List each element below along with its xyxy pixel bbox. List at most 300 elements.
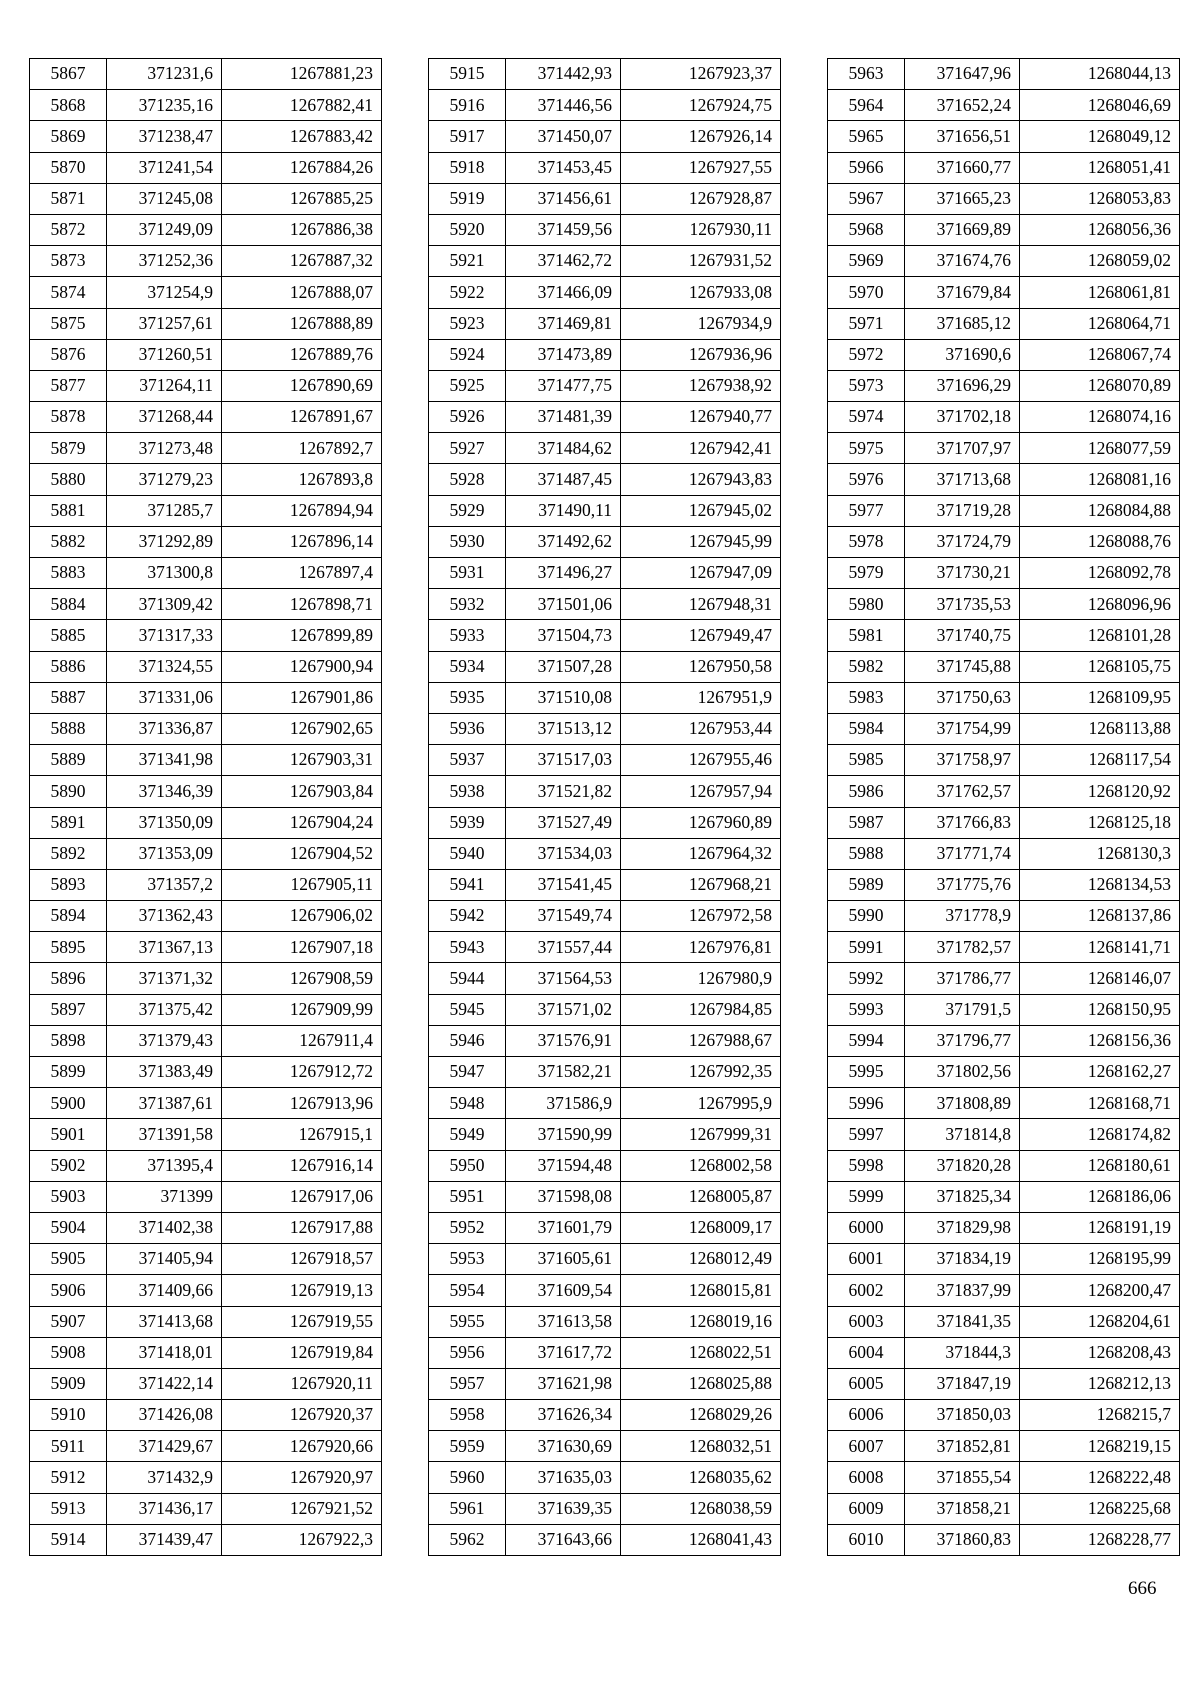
point-number-cell: 5874 — [30, 277, 107, 308]
y-coordinate-cell: 1267901,86 — [222, 682, 382, 713]
y-coordinate-cell: 1267921,52 — [222, 1493, 382, 1524]
table-row — [429, 558, 781, 589]
table-row — [30, 1057, 382, 1088]
point-number-cell: 5984 — [828, 713, 905, 744]
y-coordinate-cell: 1267928,87 — [621, 183, 781, 214]
y-coordinate-cell: 1267920,37 — [222, 1400, 382, 1431]
y-coordinate-cell: 1267904,24 — [222, 807, 382, 838]
point-number-cell: 5940 — [429, 838, 506, 869]
y-coordinate-cell: 1267903,31 — [222, 745, 382, 776]
table-row — [30, 370, 382, 401]
point-number-cell: 5950 — [429, 1150, 506, 1181]
table-row — [30, 651, 382, 682]
y-coordinate-cell: 1268222,48 — [1020, 1462, 1180, 1493]
table-row — [429, 308, 781, 339]
point-number-cell: 5975 — [828, 433, 905, 464]
point-number-cell: 5931 — [429, 558, 506, 589]
point-number-cell: 5994 — [828, 1025, 905, 1056]
point-number-cell: 5995 — [828, 1057, 905, 1088]
table-row — [30, 308, 382, 339]
point-number-cell: 5894 — [30, 901, 107, 932]
table-row — [429, 526, 781, 557]
point-number-cell: 5930 — [429, 526, 506, 557]
x-coordinate-cell: 371324,55 — [107, 651, 222, 682]
y-coordinate-cell: 1268146,07 — [1020, 963, 1180, 994]
table-row — [429, 277, 781, 308]
y-coordinate-cell: 1268061,81 — [1020, 277, 1180, 308]
y-coordinate-cell: 1268032,51 — [621, 1431, 781, 1462]
y-coordinate-cell: 1267904,52 — [222, 838, 382, 869]
x-coordinate-cell: 371426,08 — [107, 1400, 222, 1431]
point-number-cell: 5953 — [429, 1244, 506, 1275]
x-coordinate-cell: 371391,58 — [107, 1119, 222, 1150]
x-coordinate-cell: 371829,98 — [905, 1212, 1020, 1243]
table-row — [828, 1400, 1180, 1431]
y-coordinate-cell: 1267964,32 — [621, 838, 781, 869]
point-number-cell: 5901 — [30, 1119, 107, 1150]
y-coordinate-cell: 1267926,14 — [621, 121, 781, 152]
y-coordinate-cell: 1267999,31 — [621, 1119, 781, 1150]
x-coordinate-cell: 371834,19 — [905, 1244, 1020, 1275]
y-coordinate-cell: 1268208,43 — [1020, 1337, 1180, 1368]
x-coordinate-cell: 371621,98 — [506, 1368, 621, 1399]
coordinate-table-middle — [428, 58, 781, 1556]
x-coordinate-cell: 371557,44 — [506, 932, 621, 963]
x-coordinate-cell: 371439,47 — [107, 1524, 222, 1555]
point-number-cell: 5911 — [30, 1431, 107, 1462]
point-number-cell: 5867 — [30, 59, 107, 90]
point-number-cell: 5888 — [30, 713, 107, 744]
y-coordinate-cell: 1267908,59 — [222, 963, 382, 994]
table-row — [429, 963, 781, 994]
table-row — [30, 994, 382, 1025]
x-coordinate-cell: 371413,68 — [107, 1306, 222, 1337]
point-number-cell: 5945 — [429, 994, 506, 1025]
point-number-cell: 5998 — [828, 1150, 905, 1181]
x-coordinate-cell: 371341,98 — [107, 745, 222, 776]
table-row — [828, 1337, 1180, 1368]
table-row — [828, 745, 1180, 776]
point-number-cell: 5999 — [828, 1181, 905, 1212]
x-coordinate-cell: 371582,21 — [506, 1057, 621, 1088]
y-coordinate-cell: 1267919,55 — [222, 1306, 382, 1337]
x-coordinate-cell: 371707,97 — [905, 433, 1020, 464]
y-coordinate-cell: 1267884,26 — [222, 152, 382, 183]
table-row — [828, 1150, 1180, 1181]
table-row — [828, 402, 1180, 433]
x-coordinate-cell: 371450,07 — [506, 121, 621, 152]
x-coordinate-cell: 371808,89 — [905, 1088, 1020, 1119]
y-coordinate-cell: 1268002,58 — [621, 1150, 781, 1181]
point-number-cell: 5869 — [30, 121, 107, 152]
table-row — [429, 869, 781, 900]
table-row — [828, 1244, 1180, 1275]
table-row — [30, 246, 382, 277]
point-number-cell: 5897 — [30, 994, 107, 1025]
table-row — [30, 1088, 382, 1119]
table-row — [828, 713, 1180, 744]
x-coordinate-cell: 371459,56 — [506, 214, 621, 245]
table-row — [828, 526, 1180, 557]
point-number-cell: 5977 — [828, 495, 905, 526]
point-number-cell: 5916 — [429, 90, 506, 121]
x-coordinate-cell: 371750,63 — [905, 682, 1020, 713]
table-row — [828, 682, 1180, 713]
point-number-cell: 5951 — [429, 1181, 506, 1212]
point-number-cell: 5976 — [828, 464, 905, 495]
x-coordinate-cell: 371268,44 — [107, 402, 222, 433]
x-coordinate-cell: 371442,93 — [506, 59, 621, 90]
point-number-cell: 5974 — [828, 402, 905, 433]
x-coordinate-cell: 371814,8 — [905, 1119, 1020, 1150]
y-coordinate-cell: 1267930,11 — [621, 214, 781, 245]
point-number-cell: 5959 — [429, 1431, 506, 1462]
point-number-cell: 5990 — [828, 901, 905, 932]
x-coordinate-cell: 371719,28 — [905, 495, 1020, 526]
point-number-cell: 5875 — [30, 308, 107, 339]
table-row — [828, 1088, 1180, 1119]
y-coordinate-cell: 1267920,11 — [222, 1368, 382, 1399]
point-number-cell: 5909 — [30, 1368, 107, 1399]
table-row — [30, 59, 382, 90]
point-number-cell: 5925 — [429, 370, 506, 401]
x-coordinate-cell: 371802,56 — [905, 1057, 1020, 1088]
x-coordinate-cell: 371679,84 — [905, 277, 1020, 308]
point-number-cell: 5992 — [828, 963, 905, 994]
y-coordinate-cell: 1267917,88 — [222, 1212, 382, 1243]
x-coordinate-cell: 371510,08 — [506, 682, 621, 713]
x-coordinate-cell: 371660,77 — [905, 152, 1020, 183]
table-row — [30, 526, 382, 557]
y-coordinate-cell: 1267916,14 — [222, 1150, 382, 1181]
y-coordinate-cell: 1267980,9 — [621, 963, 781, 994]
y-coordinate-cell: 1268191,19 — [1020, 1212, 1180, 1243]
table-row — [429, 1212, 781, 1243]
x-coordinate-cell: 371571,02 — [506, 994, 621, 1025]
point-number-cell: 6005 — [828, 1368, 905, 1399]
table-row — [429, 901, 781, 932]
y-coordinate-cell: 1267898,71 — [222, 589, 382, 620]
y-coordinate-cell: 1268134,53 — [1020, 869, 1180, 900]
x-coordinate-cell: 371395,4 — [107, 1150, 222, 1181]
y-coordinate-cell: 1267949,47 — [621, 620, 781, 651]
y-coordinate-cell: 1267912,72 — [222, 1057, 382, 1088]
y-coordinate-cell: 1268113,88 — [1020, 713, 1180, 744]
table-row — [429, 932, 781, 963]
point-number-cell: 5985 — [828, 745, 905, 776]
y-coordinate-cell: 1268084,88 — [1020, 495, 1180, 526]
x-coordinate-cell: 371617,72 — [506, 1337, 621, 1368]
point-number-cell: 5965 — [828, 121, 905, 152]
table-row — [828, 838, 1180, 869]
table-row — [30, 1119, 382, 1150]
x-coordinate-cell: 371860,83 — [905, 1524, 1020, 1555]
table-row — [828, 869, 1180, 900]
x-coordinate-cell: 371786,77 — [905, 963, 1020, 994]
x-coordinate-cell: 371285,7 — [107, 495, 222, 526]
y-coordinate-cell: 1267960,89 — [621, 807, 781, 838]
x-coordinate-cell: 371496,27 — [506, 558, 621, 589]
point-number-cell: 5924 — [429, 339, 506, 370]
x-coordinate-cell: 371481,39 — [506, 402, 621, 433]
y-coordinate-cell: 1268156,36 — [1020, 1025, 1180, 1056]
y-coordinate-cell: 1268041,43 — [621, 1524, 781, 1555]
table-row — [30, 1368, 382, 1399]
y-coordinate-cell: 1268101,28 — [1020, 620, 1180, 651]
point-number-cell: 5891 — [30, 807, 107, 838]
point-number-cell: 5903 — [30, 1181, 107, 1212]
y-coordinate-cell: 1268044,13 — [1020, 59, 1180, 90]
table-row — [30, 339, 382, 370]
table-row — [429, 1088, 781, 1119]
y-coordinate-cell: 1268049,12 — [1020, 121, 1180, 152]
x-coordinate-cell: 371643,66 — [506, 1524, 621, 1555]
table-row — [429, 807, 781, 838]
y-coordinate-cell: 1267972,58 — [621, 901, 781, 932]
x-coordinate-cell: 371292,89 — [107, 526, 222, 557]
x-coordinate-cell: 371669,89 — [905, 214, 1020, 245]
x-coordinate-cell: 371847,19 — [905, 1368, 1020, 1399]
x-coordinate-cell: 371350,09 — [107, 807, 222, 838]
table-row — [30, 495, 382, 526]
y-coordinate-cell: 1268137,86 — [1020, 901, 1180, 932]
point-number-cell: 5986 — [828, 776, 905, 807]
point-number-cell: 5934 — [429, 651, 506, 682]
point-number-cell: 5949 — [429, 1119, 506, 1150]
table-row — [429, 1025, 781, 1056]
x-coordinate-cell: 371775,76 — [905, 869, 1020, 900]
table-row — [429, 620, 781, 651]
y-coordinate-cell: 1267899,89 — [222, 620, 382, 651]
x-coordinate-cell: 371586,9 — [506, 1088, 621, 1119]
table-row — [30, 1181, 382, 1212]
table-row — [30, 901, 382, 932]
table-row — [828, 651, 1180, 682]
point-number-cell: 5936 — [429, 713, 506, 744]
x-coordinate-cell: 371745,88 — [905, 651, 1020, 682]
y-coordinate-cell: 1267923,37 — [621, 59, 781, 90]
x-coordinate-cell: 371766,83 — [905, 807, 1020, 838]
y-coordinate-cell: 1267988,67 — [621, 1025, 781, 1056]
y-coordinate-cell: 1267917,06 — [222, 1181, 382, 1212]
table-row — [828, 963, 1180, 994]
x-coordinate-cell: 371534,03 — [506, 838, 621, 869]
x-coordinate-cell: 371713,68 — [905, 464, 1020, 495]
point-number-cell: 5905 — [30, 1244, 107, 1275]
x-coordinate-cell: 371331,06 — [107, 682, 222, 713]
x-coordinate-cell: 371613,58 — [506, 1306, 621, 1337]
table-row — [429, 339, 781, 370]
y-coordinate-cell: 1268046,69 — [1020, 90, 1180, 121]
point-number-cell: 5884 — [30, 589, 107, 620]
table-row — [429, 1462, 781, 1493]
point-number-cell: 5966 — [828, 152, 905, 183]
x-coordinate-cell: 371462,72 — [506, 246, 621, 277]
table-row — [429, 402, 781, 433]
y-coordinate-cell: 1267951,9 — [621, 682, 781, 713]
x-coordinate-cell: 371418,01 — [107, 1337, 222, 1368]
table-row — [429, 214, 781, 245]
table-row — [828, 1057, 1180, 1088]
page-number: 666 — [1128, 1578, 1157, 1599]
point-number-cell: 5912 — [30, 1462, 107, 1493]
point-number-cell: 5983 — [828, 682, 905, 713]
y-coordinate-cell: 1267888,89 — [222, 308, 382, 339]
point-number-cell: 5958 — [429, 1400, 506, 1431]
point-number-cell: 5928 — [429, 464, 506, 495]
x-coordinate-cell: 371674,76 — [905, 246, 1020, 277]
y-coordinate-cell: 1268204,61 — [1020, 1306, 1180, 1337]
table-row — [429, 1244, 781, 1275]
y-coordinate-cell: 1267995,9 — [621, 1088, 781, 1119]
table-row — [828, 994, 1180, 1025]
point-number-cell: 5939 — [429, 807, 506, 838]
x-coordinate-cell: 371487,45 — [506, 464, 621, 495]
x-coordinate-cell: 371477,75 — [506, 370, 621, 401]
x-coordinate-cell: 371507,28 — [506, 651, 621, 682]
x-coordinate-cell: 371436,17 — [107, 1493, 222, 1524]
point-number-cell: 5967 — [828, 183, 905, 214]
point-number-cell: 5871 — [30, 183, 107, 214]
table-row — [30, 1212, 382, 1243]
point-number-cell: 5987 — [828, 807, 905, 838]
point-number-cell: 5898 — [30, 1025, 107, 1056]
table-row — [30, 932, 382, 963]
point-number-cell: 5996 — [828, 1088, 905, 1119]
y-coordinate-cell: 1268130,3 — [1020, 838, 1180, 869]
table-row — [828, 1306, 1180, 1337]
x-coordinate-cell: 371771,74 — [905, 838, 1020, 869]
point-number-cell: 5899 — [30, 1057, 107, 1088]
table-row — [828, 183, 1180, 214]
x-coordinate-cell: 371656,51 — [905, 121, 1020, 152]
y-coordinate-cell: 1268150,95 — [1020, 994, 1180, 1025]
y-coordinate-cell: 1268015,81 — [621, 1275, 781, 1306]
y-coordinate-cell: 1267888,07 — [222, 277, 382, 308]
x-coordinate-cell: 371639,35 — [506, 1493, 621, 1524]
x-coordinate-cell: 371456,61 — [506, 183, 621, 214]
table-row — [429, 495, 781, 526]
x-coordinate-cell: 371357,2 — [107, 869, 222, 900]
point-number-cell: 5906 — [30, 1275, 107, 1306]
point-number-cell: 5944 — [429, 963, 506, 994]
y-coordinate-cell: 1267920,66 — [222, 1431, 382, 1462]
x-coordinate-cell: 371782,57 — [905, 932, 1020, 963]
y-coordinate-cell: 1267938,92 — [621, 370, 781, 401]
point-number-cell: 5927 — [429, 433, 506, 464]
table-row — [828, 246, 1180, 277]
x-coordinate-cell: 371630,69 — [506, 1431, 621, 1462]
table-row — [828, 370, 1180, 401]
table-row — [828, 807, 1180, 838]
point-number-cell: 5882 — [30, 526, 107, 557]
x-coordinate-cell: 371336,87 — [107, 713, 222, 744]
point-number-cell: 5923 — [429, 308, 506, 339]
table-row — [828, 1025, 1180, 1056]
y-coordinate-cell: 1267992,35 — [621, 1057, 781, 1088]
table-row — [828, 1368, 1180, 1399]
y-coordinate-cell: 1268174,82 — [1020, 1119, 1180, 1150]
y-coordinate-cell: 1267920,97 — [222, 1462, 382, 1493]
y-coordinate-cell: 1268053,83 — [1020, 183, 1180, 214]
x-coordinate-cell: 371379,43 — [107, 1025, 222, 1056]
x-coordinate-cell: 371564,53 — [506, 963, 621, 994]
x-coordinate-cell: 371762,57 — [905, 776, 1020, 807]
x-coordinate-cell: 371609,54 — [506, 1275, 621, 1306]
x-coordinate-cell: 371238,47 — [107, 121, 222, 152]
x-coordinate-cell: 371245,08 — [107, 183, 222, 214]
point-number-cell: 5989 — [828, 869, 905, 900]
x-coordinate-cell: 371605,61 — [506, 1244, 621, 1275]
point-number-cell: 5963 — [828, 59, 905, 90]
y-coordinate-cell: 1268012,49 — [621, 1244, 781, 1275]
point-number-cell: 5893 — [30, 869, 107, 900]
x-coordinate-cell: 371309,42 — [107, 589, 222, 620]
y-coordinate-cell: 1267885,25 — [222, 183, 382, 214]
table-row — [828, 214, 1180, 245]
y-coordinate-cell: 1267984,85 — [621, 994, 781, 1025]
y-coordinate-cell: 1268077,59 — [1020, 433, 1180, 464]
x-coordinate-cell: 371850,03 — [905, 1400, 1020, 1431]
table-row — [828, 495, 1180, 526]
table-row — [828, 121, 1180, 152]
table-row — [429, 994, 781, 1025]
x-coordinate-cell: 371492,62 — [506, 526, 621, 557]
y-coordinate-cell: 1267896,14 — [222, 526, 382, 557]
table-row — [429, 1306, 781, 1337]
y-coordinate-cell: 1268117,54 — [1020, 745, 1180, 776]
y-coordinate-cell: 1267889,76 — [222, 339, 382, 370]
point-number-cell: 6009 — [828, 1493, 905, 1524]
y-coordinate-cell: 1267894,94 — [222, 495, 382, 526]
y-coordinate-cell: 1267897,4 — [222, 558, 382, 589]
y-coordinate-cell: 1267911,4 — [222, 1025, 382, 1056]
x-coordinate-cell: 371841,35 — [905, 1306, 1020, 1337]
y-coordinate-cell: 1268070,89 — [1020, 370, 1180, 401]
point-number-cell: 6008 — [828, 1462, 905, 1493]
point-number-cell: 5969 — [828, 246, 905, 277]
y-coordinate-cell: 1268067,74 — [1020, 339, 1180, 370]
point-number-cell: 5954 — [429, 1275, 506, 1306]
y-coordinate-cell: 1267887,32 — [222, 246, 382, 277]
point-number-cell: 5908 — [30, 1337, 107, 1368]
y-coordinate-cell: 1268109,95 — [1020, 682, 1180, 713]
point-number-cell: 5918 — [429, 152, 506, 183]
x-coordinate-cell: 371855,54 — [905, 1462, 1020, 1493]
table-row — [828, 1524, 1180, 1555]
point-number-cell: 5895 — [30, 932, 107, 963]
table-row — [30, 776, 382, 807]
x-coordinate-cell: 371317,33 — [107, 620, 222, 651]
x-coordinate-cell: 371446,56 — [506, 90, 621, 121]
point-number-cell: 5889 — [30, 745, 107, 776]
x-coordinate-cell: 371541,45 — [506, 869, 621, 900]
table-row — [828, 59, 1180, 90]
point-number-cell: 5943 — [429, 932, 506, 963]
y-coordinate-cell: 1268228,77 — [1020, 1524, 1180, 1555]
point-number-cell: 5917 — [429, 121, 506, 152]
x-coordinate-cell: 371504,73 — [506, 620, 621, 651]
point-number-cell: 6002 — [828, 1275, 905, 1306]
point-number-cell: 5980 — [828, 589, 905, 620]
point-number-cell: 5961 — [429, 1493, 506, 1524]
point-number-cell: 5921 — [429, 246, 506, 277]
point-number-cell: 5968 — [828, 214, 905, 245]
table-row — [429, 90, 781, 121]
table-row — [30, 1431, 382, 1462]
x-coordinate-cell: 371724,79 — [905, 526, 1020, 557]
x-coordinate-cell: 371371,32 — [107, 963, 222, 994]
